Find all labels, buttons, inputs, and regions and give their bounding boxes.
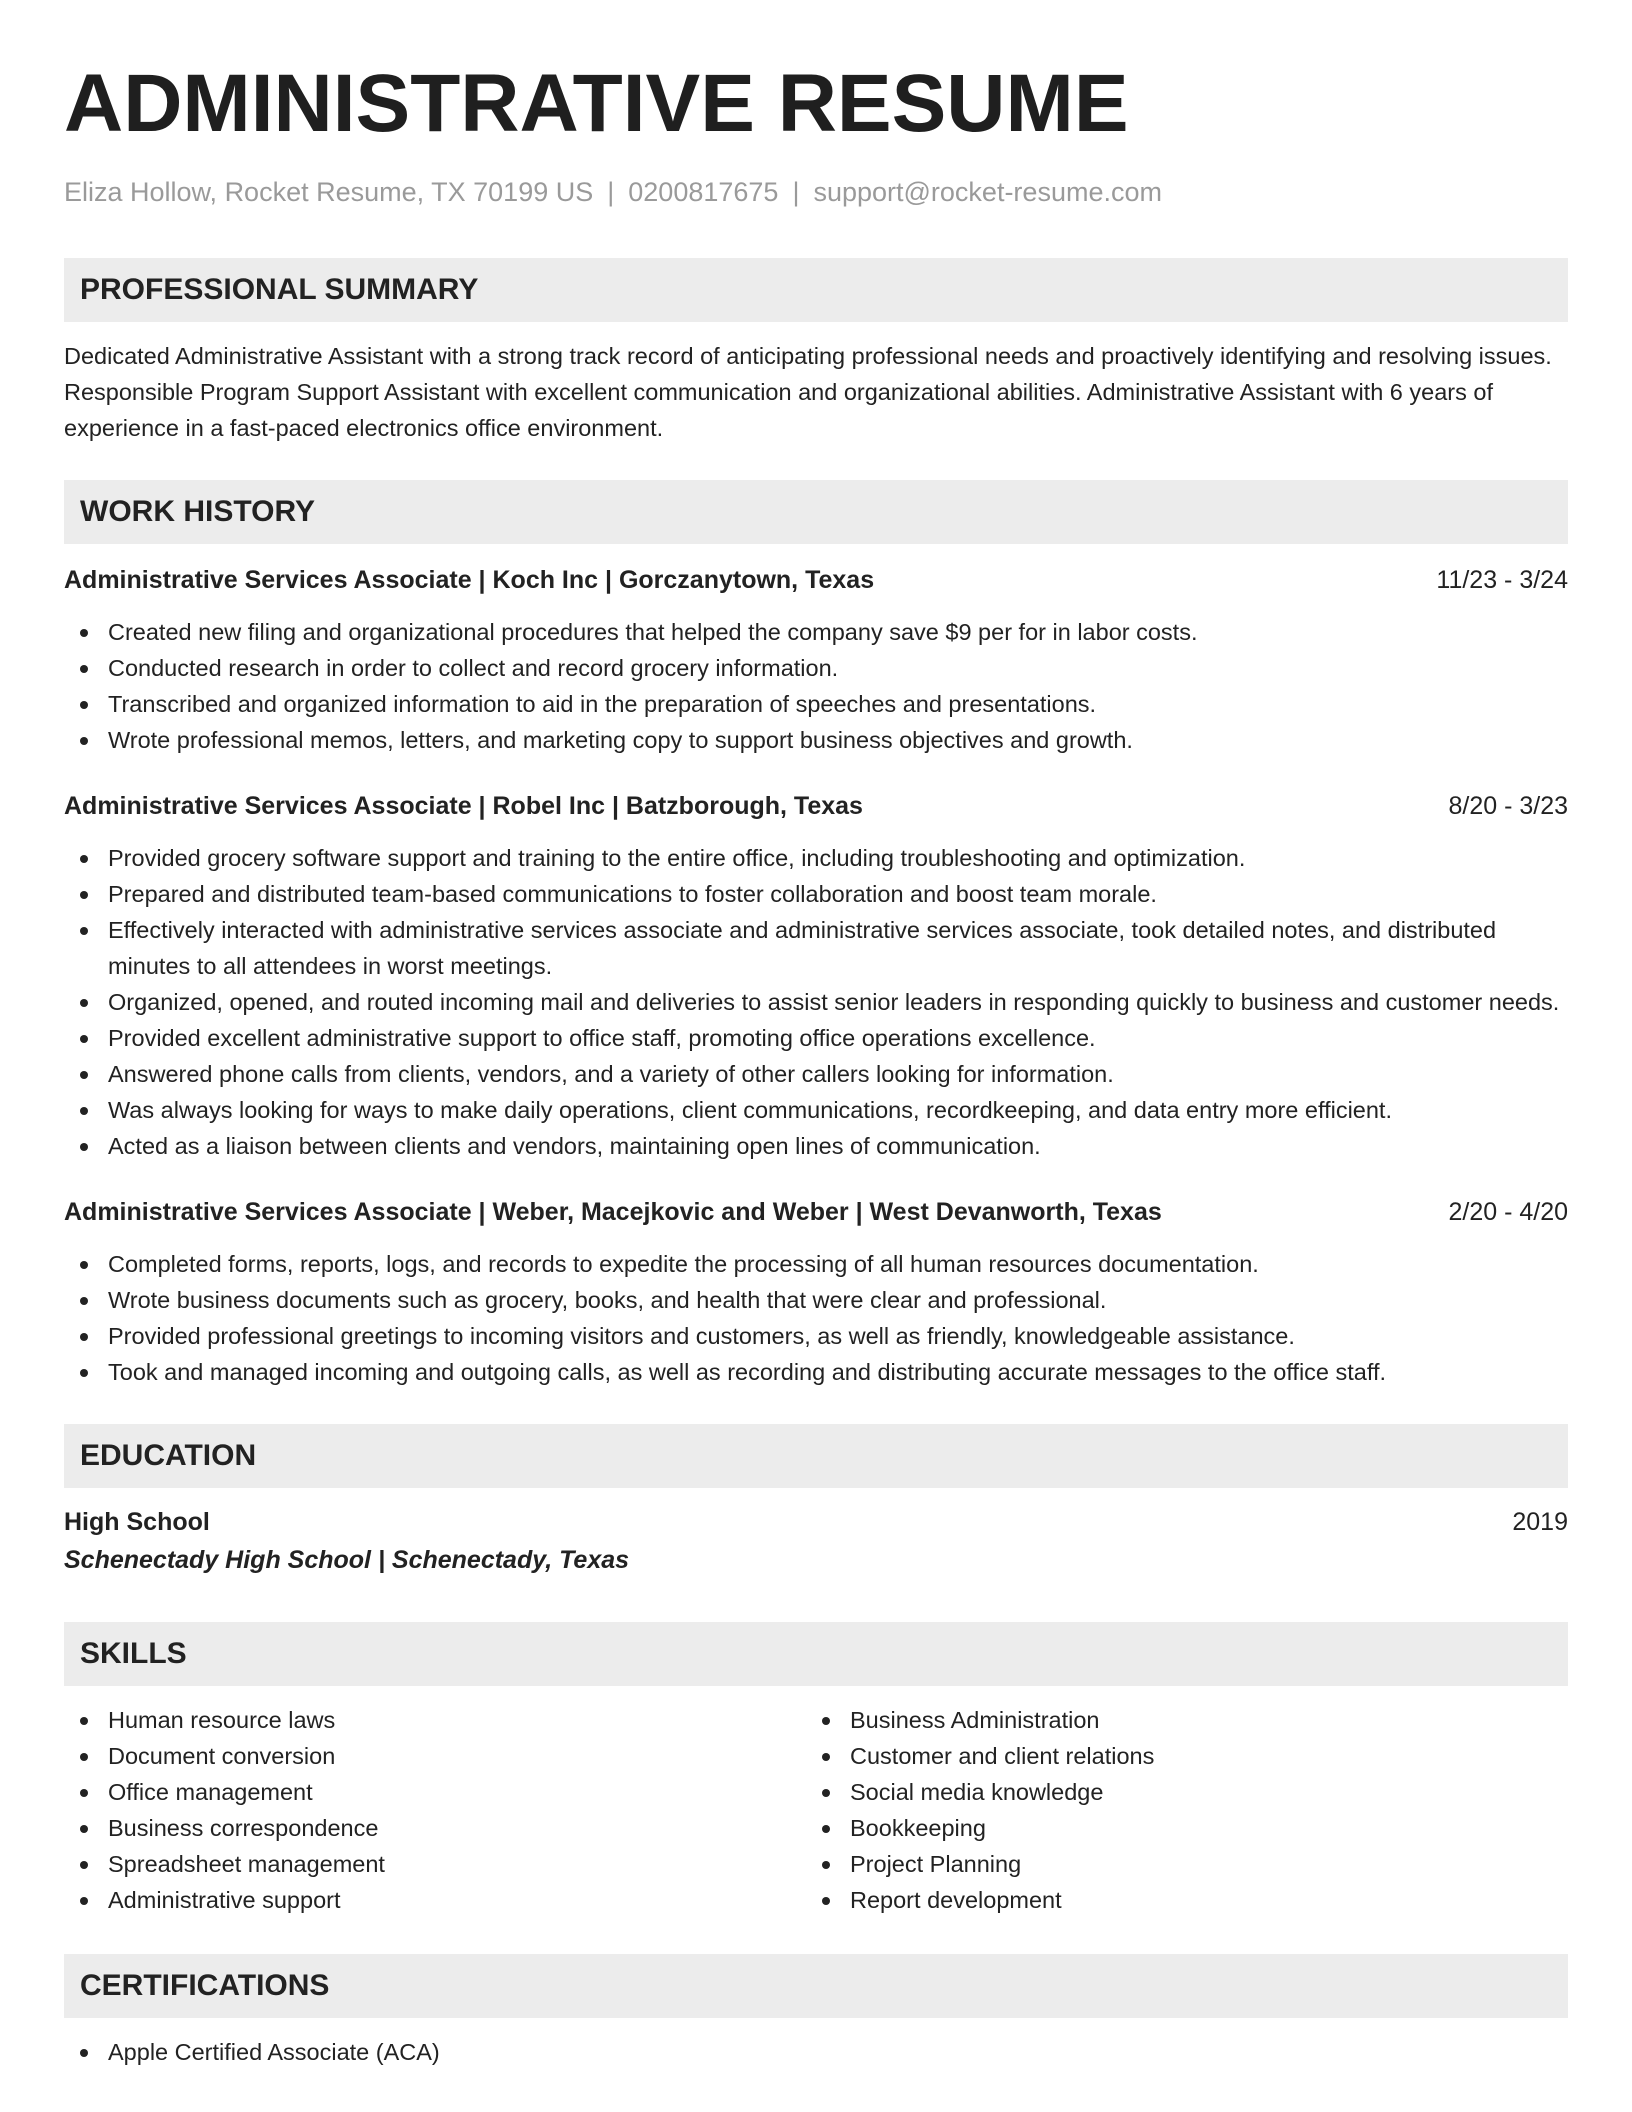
job-header bbox=[64, 562, 1568, 598]
job-title: Administrative Services Associate | Koch Inc | Gorczanytown, Texas bbox=[64, 566, 875, 594]
list-item: Organized, opened, and routed incoming mail and deliveries to assist senior leaders in responding quickly to business and customer needs. bbox=[64, 984, 1568, 1020]
skill-item: Office management bbox=[64, 1774, 806, 1810]
section-heading-education: EDUCATION bbox=[64, 1424, 1568, 1488]
education-header bbox=[64, 1504, 1568, 1540]
resume-title: ADMINISTRATIVE RESUME bbox=[64, 58, 1129, 149]
education-year: 2019 bbox=[1512, 1508, 1568, 1536]
list-item: Effectively interacted with administrative services associate and administrative services associate, took detailed notes, and distributed minutes to all attendees in worst meetings. bbox=[64, 912, 1568, 984]
list-item: Created new filing and organizational procedures that helped the company save $9 per for in labor costs. bbox=[64, 614, 1568, 650]
list-item: Took and managed incoming and outgoing calls, as well as recording and distributing accurate messages to the office staff. bbox=[64, 1354, 1568, 1390]
list-item: Answered phone calls from clients, vendors, and a variety of other callers looking for information. bbox=[64, 1056, 1568, 1092]
skills-column-right bbox=[806, 1702, 1548, 1918]
education-school: Schenectady High School | Schenectady, Texas bbox=[64, 1546, 630, 1574]
skill-item: Human resource laws bbox=[64, 1702, 806, 1738]
certification-item: Apple Certified Associate (ACA) bbox=[64, 2034, 1568, 2070]
list-item: Provided excellent administrative support to office staff, promoting office operations excellence. bbox=[64, 1020, 1568, 1056]
job-dates: 8/20 - 3/23 bbox=[1448, 792, 1568, 820]
skill-item: Administrative support bbox=[64, 1882, 806, 1918]
skill-item: Business correspondence bbox=[64, 1810, 806, 1846]
list-item: Transcribed and organized information to aid in the preparation of speeches and presentations. bbox=[64, 686, 1568, 722]
contact-separator: | bbox=[792, 177, 800, 207]
skill-item: Customer and client relations bbox=[806, 1738, 1548, 1774]
skill-item: Business Administration bbox=[806, 1702, 1548, 1738]
list-item: Completed forms, reports, logs, and records to expedite the processing of all human resources documentation. bbox=[64, 1246, 1568, 1282]
job-title: Administrative Services Associate | Robel Inc | Batzborough, Texas bbox=[64, 792, 863, 820]
skill-item: Project Planning bbox=[806, 1846, 1548, 1882]
skill-item: Social media knowledge bbox=[806, 1774, 1548, 1810]
contact-phone: 0200817675 bbox=[628, 177, 779, 207]
list-item: Wrote business documents such as grocery, books, and health that were clear and professional. bbox=[64, 1282, 1568, 1318]
summary-text: Dedicated Administrative Assistant with a strong track record of anticipating professional needs and proactively identifying and resolving issues. Responsible Program Support Assistant with excellent communication and organizational abilities. Administrative Assistant with 6 years of experience in a fast-paced electronics office environment. bbox=[64, 343, 1552, 441]
section-heading-certifications: CERTIFICATIONS bbox=[64, 1954, 1568, 2018]
contact-email: support@rocket-resume.com bbox=[813, 177, 1162, 207]
skills-column-left bbox=[64, 1702, 806, 1918]
skills-grid bbox=[64, 1702, 1568, 1918]
job-header bbox=[64, 1194, 1568, 1230]
job-entry bbox=[64, 1194, 1568, 1390]
education-entry bbox=[64, 1504, 1568, 1580]
list-item: Was always looking for ways to make daily operations, client communications, recordkeeping, and data entry more efficient. bbox=[64, 1092, 1568, 1128]
skill-item: Spreadsheet management bbox=[64, 1846, 806, 1882]
job-title: Administrative Services Associate | Weber, Macejkovic and Weber | West Devanworth, Texas bbox=[64, 1198, 1162, 1226]
job-bullets bbox=[64, 1246, 1568, 1390]
contact-address: Eliza Hollow, Rocket Resume, TX 70199 US bbox=[64, 177, 594, 207]
job-dates: 2/20 - 4/20 bbox=[1448, 1198, 1568, 1226]
list-item: Provided grocery software support and training to the entire office, including troubleshooting and optimization. bbox=[64, 840, 1568, 876]
list-item: Acted as a liaison between clients and vendors, maintaining open lines of communication. bbox=[64, 1128, 1568, 1164]
list-item: Conducted research in order to collect and record grocery information. bbox=[64, 650, 1568, 686]
job-entry bbox=[64, 788, 1568, 1164]
job-bullets bbox=[64, 840, 1568, 1164]
education-degree: High School bbox=[64, 1508, 210, 1536]
skill-item: Document conversion bbox=[64, 1738, 806, 1774]
job-dates: 11/23 - 3/24 bbox=[1436, 566, 1568, 594]
certifications-list bbox=[64, 2034, 1568, 2070]
list-item: Wrote professional memos, letters, and marketing copy to support business objectives and growth. bbox=[64, 722, 1568, 758]
list-item: Prepared and distributed team-based communications to foster collaboration and boost team morale. bbox=[64, 876, 1568, 912]
skill-item: Bookkeeping bbox=[806, 1810, 1548, 1846]
contact-line bbox=[64, 176, 1568, 208]
job-bullets bbox=[64, 614, 1568, 758]
contact-separator: | bbox=[607, 177, 615, 207]
skill-item: Report development bbox=[806, 1882, 1548, 1918]
job-header bbox=[64, 788, 1568, 824]
section-heading-work-history: WORK HISTORY bbox=[64, 480, 1568, 544]
list-item: Provided professional greetings to incoming visitors and customers, as well as friendly, knowledgeable assistance. bbox=[64, 1318, 1568, 1354]
job-entry bbox=[64, 562, 1568, 758]
section-heading-summary: PROFESSIONAL SUMMARY bbox=[64, 258, 1568, 322]
section-heading-skills: SKILLS bbox=[64, 1622, 1568, 1686]
